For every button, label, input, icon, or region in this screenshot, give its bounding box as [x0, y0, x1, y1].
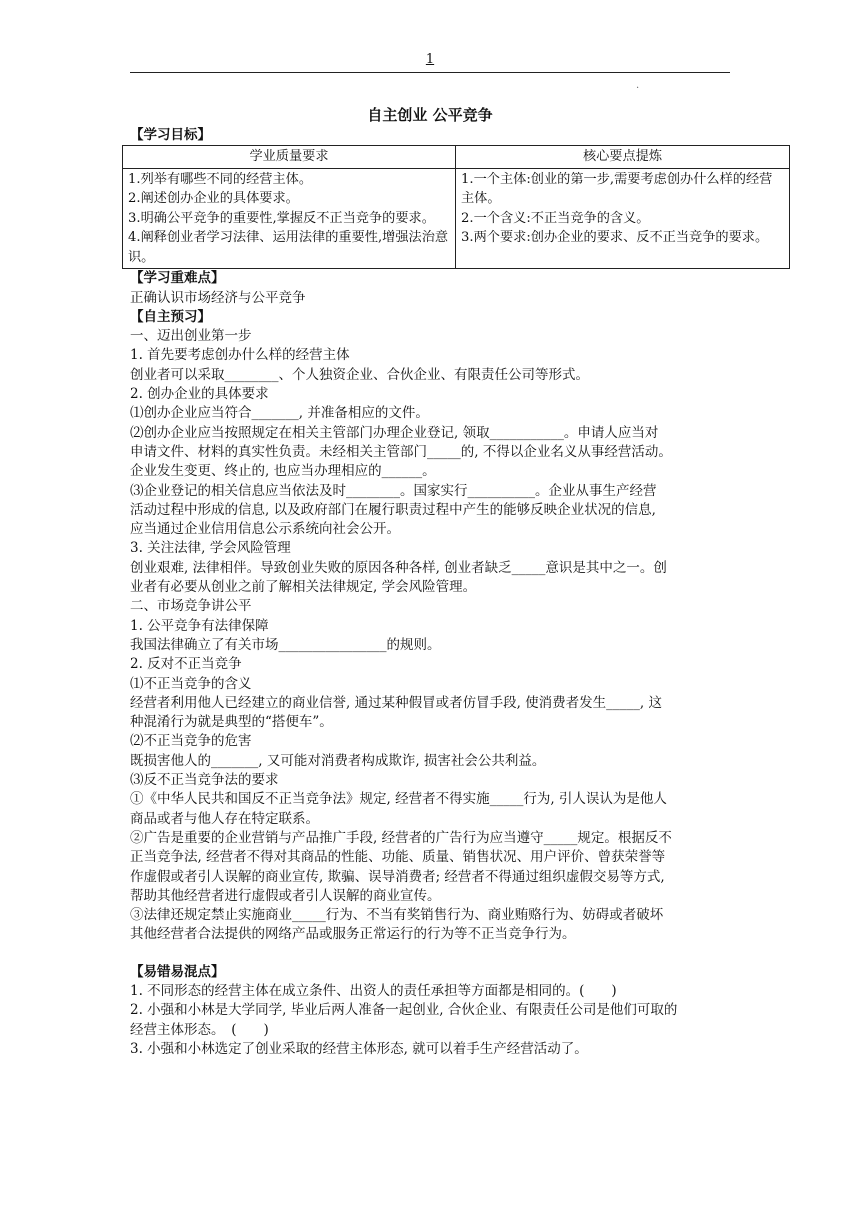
fill-blank-line: 申请文件、材料的真实性负责。未经相关主管部门_____的, 不得以企业名义从事经营活动。 — [130, 443, 672, 460]
body-line: 活动过程中形成的信息, 以及政府部门在履行职责过程中产生的能够反映企业状况的信息, — [130, 501, 656, 518]
goal-item: 3.明确公平竞争的重要性,掌握反不正当竞争的要求。 — [128, 210, 435, 226]
judgement-question: 1. 不同形态的经营主体在成立条件、出资人的责任承担等方面都是相同的。( ) — [130, 982, 617, 999]
goals-col2-cell — [456, 168, 790, 269]
fill-blank-line: 创业者可以采取________、个人独资企业、合伙企业、有限责任公司等形式。 — [130, 366, 589, 383]
preview-heading: 【自主预习】 — [130, 308, 211, 325]
body-line: 正当竞争法, 经营者不得对其商品的性能、功能、质量、销售状况、用户评价、曾获荣誉等 — [130, 849, 666, 866]
header-rule — [130, 72, 730, 73]
goal-item: 4.阐释创业者学习法律、运用法律的重要性,增强法治意识。 — [128, 230, 449, 265]
preview-section — [130, 327, 730, 945]
goals-col1-header: 学业质量要求 — [123, 146, 456, 169]
goal-item: 2.阐述创办企业的具体要求。 — [128, 191, 299, 207]
fill-blank-line: ①《中华人民共和国反不正当竞争法》规定, 经营者不得实施_____行为, 引人误认为是他人 — [130, 791, 667, 808]
core-point-item: 3.两个要求:创办企业的要求、反不正当竞争的要求。 — [461, 230, 769, 246]
document-title: 自主创业 公平竞争 — [367, 106, 493, 124]
fill-blank-line: 我国法律确立了有关市场________________的规则。 — [130, 636, 441, 653]
fill-blank-line: 创业艰难, 法律相伴。导致创业失败的原因各种各样, 创业者缺乏_____意识是其中之一。创 — [130, 559, 667, 576]
subsection-heading: ⑵不正当竞争的危害 — [130, 733, 252, 750]
judgement-question: 3. 小强和小林选定了创业采取的经营主体形态, 就可以着手生产经营活动了。 — [130, 1040, 588, 1057]
goals-table — [122, 145, 790, 269]
subsection-heading: 3. 关注法律, 学会风险管理 — [130, 540, 291, 557]
document-body — [128, 126, 773, 1059]
subsection-heading: 2. 创办企业的具体要求 — [130, 386, 269, 403]
core-point-item: 2.一个含义:不正当竞争的含义。 — [461, 210, 650, 226]
subsection-heading: 1. 首先要考虑创办什么样的经营主体 — [130, 347, 350, 364]
body-line: 应当通过企业信用信息公示系统向社会公开。 — [130, 521, 400, 538]
body-line: 作虚假或者引人误解的商业宣传, 欺骗、误导消费者; 经营者不得通过组织虚假交易等方式, — [130, 868, 665, 885]
goals-col1-cell — [123, 168, 456, 269]
section-heading: 一、迈出创业第一步 — [130, 328, 252, 345]
core-point-item: 1.一个主体:创业的第一步,需要考虑创办什么样的经营主体。 — [461, 171, 773, 207]
body-line: 商品或者与他人存在特定联系。 — [130, 810, 319, 827]
fill-blank-line: ⑴创办企业应当符合_______, 并准备相应的文件。 — [130, 405, 429, 422]
judgement-question: 经营主体形态。 ( ) — [130, 1021, 269, 1038]
body-line: 其他经营者合法提供的网络产品或服务正常运行的行为等不正当竞争行为。 — [130, 926, 576, 943]
goals-col2-header: 核心要点提炼 — [456, 146, 790, 169]
goal-item: 1.列举有哪些不同的经营主体。 — [128, 171, 313, 187]
fill-blank-line: ②广告是重要的企业营销与产品推广手段, 经营者的广告行为应当遵守_____规定。根据反不 — [130, 829, 672, 846]
body-line: 种混淆行为就是典型的“搭便车”。 — [130, 714, 333, 731]
fill-blank-line: ⑶企业登记的相关信息应当依法及时________。国家实行__________。企业从事生产经营 — [130, 482, 657, 499]
judgement-question: 2. 小强和小林是大学同学, 毕业后两人准备一起创业, 合伙企业、有限责任公司是他们可取的 — [130, 1002, 678, 1019]
fill-blank-line: ⑵创办企业应当按照规定在相关主管部门办理企业登记, 领取___________。申请人应当对 — [130, 424, 659, 441]
section-heading: 二、市场竞争讲公平 — [130, 598, 252, 615]
fill-blank-line: 经营者利用他人已经建立的商业信誉, 通过某种假冒或者仿冒手段, 使消费者发生_____, 这 — [130, 694, 662, 711]
mistakes-heading: 【易错易混点】 — [130, 963, 225, 980]
header-dot: . — [636, 80, 640, 91]
fill-blank-line: 既损害他人的_______, 又可能对消费者构成欺诈, 损害社会公共利益。 — [130, 752, 546, 769]
fill-blank-line: ③法律还规定禁止实施商业_____行为、不当有奖销售行为、商业贿赂行为、妨碍或者破坏 — [130, 907, 664, 924]
body-line: 业者有必要从创业之前了解相关法律规定, 学会风险管理。 — [130, 579, 477, 596]
fill-blank-line: 企业发生变更、终止的, 也应当办理相应的______。 — [130, 463, 436, 480]
goals-heading: 【学习目标】 — [130, 127, 211, 143]
subsection-heading: 2. 反对不正当竞争 — [130, 656, 242, 673]
page-number: 1 — [425, 52, 435, 67]
subsection-heading: 1. 公平竞争有法律保障 — [130, 617, 269, 634]
subsection-heading: ⑴不正当竞争的含义 — [130, 675, 252, 692]
key-points-heading: 【学习重难点】 — [130, 270, 225, 287]
key-points-text: 正确认识市场经济与公平竞争 — [130, 289, 306, 306]
mistakes-section — [130, 982, 730, 1059]
subsection-heading: ⑶反不正当竞争法的要求 — [130, 772, 279, 789]
body-line: 帮助其他经营者进行虚假或者引人误解的商业宣传。 — [130, 887, 441, 904]
